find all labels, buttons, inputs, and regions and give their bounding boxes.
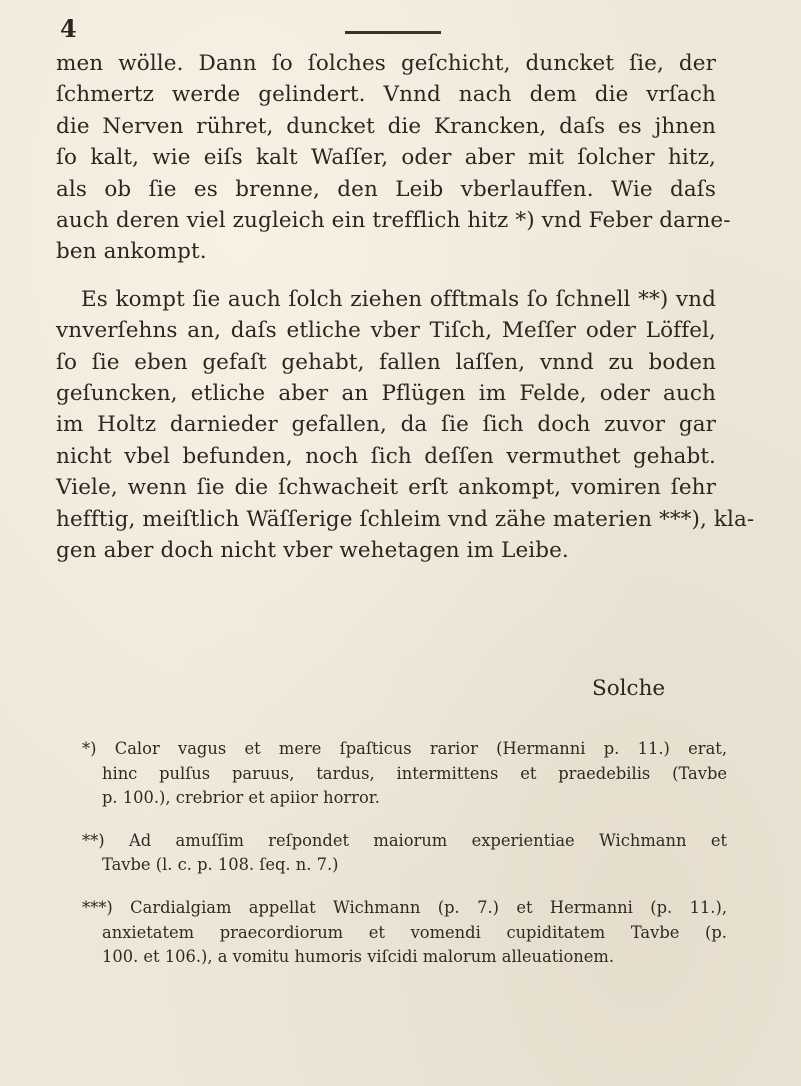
- footnote-3: [82, 896, 727, 970]
- footnote-line: Tavbe (l. c. p. 108. ſeq. n. 7.): [102, 855, 339, 875]
- header-rule: [345, 31, 441, 34]
- footnote-line: 100. et 106.), a vomitu humoris viſcidi malorum alleuationem.: [102, 947, 615, 967]
- text-line: vnverſehns an, daſs etliche vber Tiſch, Meſſer oder Löffel,: [56, 318, 716, 344]
- footnotes: [82, 737, 727, 988]
- text-line: ſchmertz werde gelindert. Vnnd nach dem die vrſach: [56, 82, 716, 108]
- footnote-line: anxietatem praecordiorum et vomendi cupiditatem Tavbe (p.: [102, 922, 727, 942]
- footnote-line: *) Calor vagus et mere ſpaſticus rarior (Hermanni p. 11.) erat,: [82, 739, 727, 758]
- text-line: als ob ſie es brenne, den Leib vberlauffen. Wie daſs: [56, 176, 716, 202]
- text-line: gen aber doch nicht vber wehetagen im Leibe.: [56, 538, 569, 564]
- text-line: auch deren viel zugleich ein trefflich hitz *) vnd Feber darne-: [56, 208, 731, 234]
- text-line: men wölle. Dann ſo ſolches geſchicht, duncket ſie, der: [56, 51, 716, 76]
- paragraph-1: [56, 48, 731, 268]
- text-line: nicht vbel befunden, noch ſich deſſen vermuthet gehabt.: [56, 443, 716, 469]
- footnote-1: [82, 737, 727, 811]
- text-line: Viele, wenn ſie die ſchwacheit erſt ankompt, vomiren ſehr: [56, 475, 716, 501]
- footnote-2: [82, 829, 727, 878]
- text-line: ſo kalt, wie eiſs kalt Waſſer, oder aber mit ſolcher hitz,: [56, 145, 716, 171]
- footnote-line: hinc pulſus paruus, tardus, intermittens et praedebilis (Tavbe: [102, 763, 727, 783]
- footnote-line: p. 100.), crebrior et apiior horror.: [102, 788, 380, 808]
- text-line: hefftig, meiſtlich Wäſſerige ſchleim vnd zähe materien ***), kla-: [56, 506, 755, 532]
- text-line: ben ankompt.: [56, 239, 207, 265]
- footnote-line: **) Ad amuſſim reſpondet maiorum experientiae Wichmann et: [82, 830, 727, 850]
- text-line: geſuncken, etliche aber an Pflügen im Felde, oder auch: [56, 381, 716, 407]
- footnote-line: ***) Cardialgiam appellat Wichmann (p. 7.) et Hermanni (p. 11.),: [82, 897, 727, 917]
- page-number: 4: [60, 14, 77, 43]
- text-line: die Nerven rühret, duncket die Krancken, daſs es jhnen: [56, 113, 716, 139]
- text-line: im Holtz darnieder gefallen, da ſie ſich doch zuvor gar: [56, 412, 716, 438]
- text-line: Es kompt ſie auch ſolch ziehen offtmals ſo ſchnell **) vnd: [81, 286, 716, 312]
- paragraph-gap: [56, 268, 716, 284]
- main-text: [56, 48, 755, 567]
- paragraph-2: [56, 284, 755, 567]
- text-line: ſo ſie eben gefaſt gehabt, fallen laſſen, vnnd zu boden: [56, 349, 716, 375]
- catchword: Solche: [592, 676, 666, 701]
